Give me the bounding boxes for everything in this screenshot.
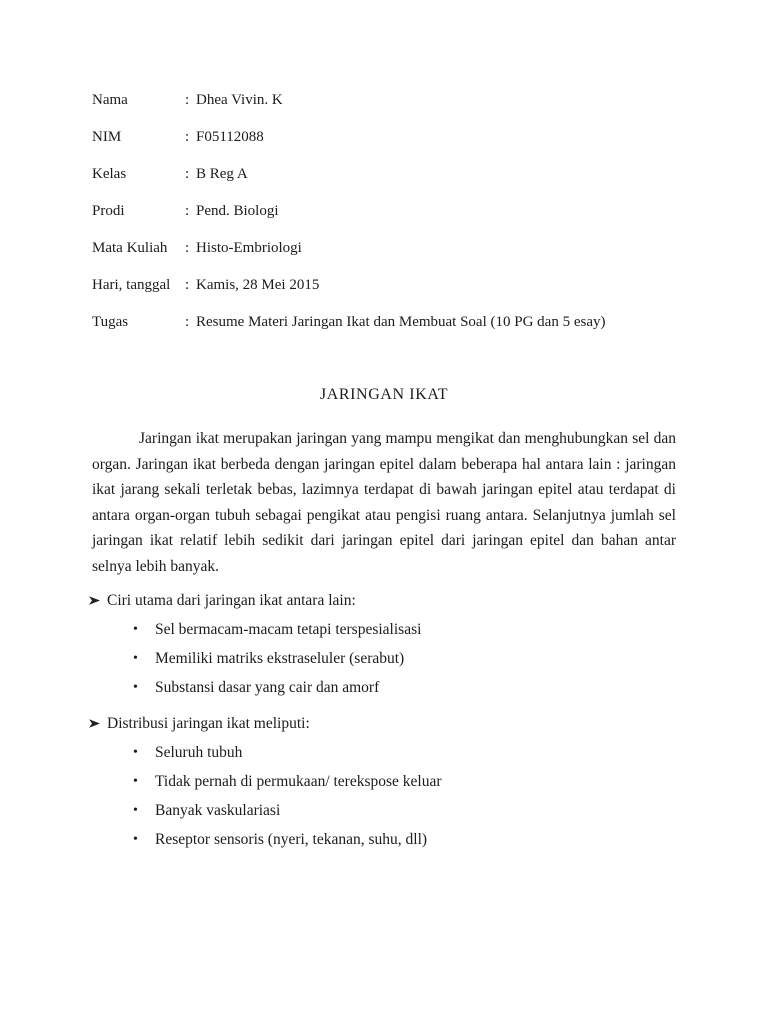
list-item-text: Tidak pernah di permukaan/ terekspose keluar (155, 773, 442, 790)
field-value: B Reg A (196, 166, 248, 182)
section-heading-text: Ciri utama dari jaringan ikat antara lain: (107, 592, 356, 609)
list-item-text: Sel bermacam-macam tetapi terspesialisasi (155, 621, 422, 638)
field-colon: : (185, 92, 190, 108)
field-label: Kelas (92, 166, 127, 182)
field-label: NIM (92, 129, 122, 145)
dot-bullet-icon: • (133, 774, 138, 789)
list-item-text: Seluruh tubuh (155, 744, 243, 761)
field-label: Hari, tanggal (92, 277, 171, 293)
field-label: Prodi (92, 203, 125, 219)
list-item-text: Reseptor sensoris (nyeri, tekanan, suhu, dll) (155, 831, 428, 848)
intro-paragraph: Jaringan ikat merupakan jaringan yang mampu mengikat dan menghubungkan sel dan organ. Jaringan ikat berbeda dengan jaringan epitel dalam beberapa hal antara lain : jaringan ikat jarang sekali terletak bebas, lazimnya terdapat di bawah jaringan epitel atau terdapat di antara organ-organ tubuh sebagai pengikat atau pengisi ruang antara. Selanjutnya jumlah sel jaringan ikat relatif lebih sedikit dari jaringan epitel dari jaringan epitel dan bahan antar selnya lebih banyak. (92, 430, 676, 575)
field-row-prodi (92, 201, 676, 221)
field-row-nama (92, 90, 676, 110)
arrow-bullet-icon (88, 709, 107, 738)
field-colon: : (185, 129, 190, 145)
field-label: Tugas (92, 314, 129, 330)
list-item (92, 738, 676, 767)
field-row-nim (92, 127, 676, 147)
dot-bullet-icon: • (133, 680, 138, 695)
dot-bullet-icon: • (133, 832, 138, 847)
page-title: JARINGAN IKAT (319, 386, 449, 403)
list-item (92, 767, 676, 796)
list-item (92, 615, 676, 644)
list-item (92, 673, 676, 702)
field-value: Dhea Vivin. K (196, 92, 283, 108)
field-value: F05112088 (196, 129, 264, 145)
dot-bullet-icon: • (133, 622, 138, 637)
field-value: Pend. Biologi (196, 203, 279, 219)
section-heading-ciri (88, 586, 676, 615)
field-row-kelas (92, 164, 676, 184)
field-value: Histo-Embriologi (196, 240, 302, 256)
field-row-tugas (92, 312, 676, 332)
field-colon: : (185, 240, 190, 256)
assignment-info-block (92, 90, 676, 332)
section-heading-text: Distribusi jaringan ikat meliputi: (107, 715, 310, 732)
field-row-mata-kuliah (92, 238, 676, 258)
dot-bullet-icon: • (133, 651, 138, 666)
field-value: Kamis, 28 Mei 2015 (196, 277, 320, 293)
section-heading-distribusi (88, 709, 676, 738)
list-item-text: Substansi dasar yang cair dan amorf (155, 679, 380, 696)
field-colon: : (185, 203, 190, 219)
list-item-text: Banyak vaskulariasi (155, 802, 281, 819)
field-colon: : (185, 166, 190, 182)
field-colon: : (185, 277, 190, 293)
list-item-text: Memiliki matriks ekstraseluler (serabut) (155, 650, 405, 667)
arrow-bullet-icon (88, 586, 107, 615)
field-value: Resume Materi Jaringan Ikat dan Membuat Soal (10 PG dan 5 esay) (196, 314, 606, 330)
field-row-hari-tanggal (92, 275, 676, 295)
list-item (92, 796, 676, 825)
dot-bullet-icon: • (133, 745, 138, 760)
list-item (92, 825, 676, 854)
field-label: Mata Kuliah (92, 240, 168, 256)
dot-bullet-icon: • (133, 803, 138, 818)
list-item (92, 644, 676, 673)
field-colon: : (185, 314, 190, 330)
field-label: Nama (92, 92, 128, 108)
